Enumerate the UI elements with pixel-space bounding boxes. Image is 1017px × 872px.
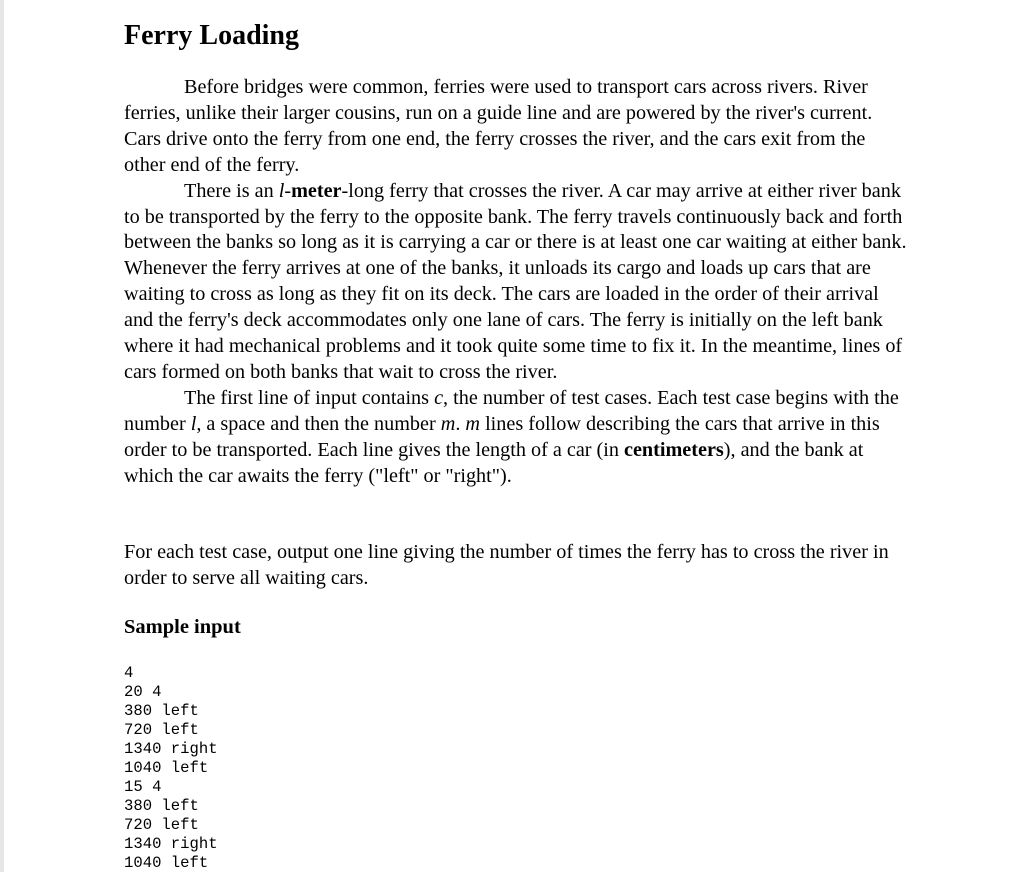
variable-l-input: l <box>190 412 197 435</box>
left-border <box>0 0 4 872</box>
variable-c: c <box>434 386 444 409</box>
sample-line: 1040 left <box>124 759 209 777</box>
input-text-5: lines follow describing the cars that arrive in this order to be transported. Each line gives the length of a car (in <box>124 412 880 461</box>
problem-text-3: -long ferry that crosses the river. A car may arrive at either river bank to be transported by the ferry to the opposite bank. The ferry travels continuously back and forth between the banks so long as it is carrying a car or there is at least one car waiting at either bank. Whenever the ferry arrives at one of the banks, it unloads its cargo and loads up cars that are waiting to cross as long as they fit on its deck. The cars are loaded in the order of their arrival and the ferry's deck accommodates only one lane of cars. The ferry is initially on the left bank where it had mechanical problems and it took quite some time to fix it. In the meantime, lines of cars formed on both banks that wait to cross the river. <box>124 179 907 383</box>
sample-line: 380 left <box>124 702 199 720</box>
input-text-3: , a space and then the number <box>196 412 441 435</box>
variable-m: m <box>440 412 456 435</box>
sample-input-block <box>124 664 218 872</box>
output-paragraph: For each test case, output one line giving the number of times the ferry has to cross the river in order to serve all waiting cars. <box>124 541 889 589</box>
input-text-2: , the number of test cases. Each test case begins with the number <box>124 386 899 435</box>
sample-line: 720 left <box>124 816 199 834</box>
sample-line: 15 4 <box>124 778 162 796</box>
sample-line: 1340 right <box>124 835 218 853</box>
input-text-4: . <box>455 412 466 435</box>
input-paragraph <box>124 386 910 490</box>
meter-unit: meter <box>291 179 342 202</box>
variable-m-second: m <box>465 412 481 435</box>
problem-text-2: - <box>284 179 292 202</box>
problem-text-1: There is an <box>184 179 279 202</box>
problem-paragraph <box>124 179 910 386</box>
input-text-6: ), and the bank at which the car awaits the ferry ("left" or "right"). <box>124 438 864 487</box>
sample-line: 1340 right <box>124 740 218 758</box>
centimeters-unit: centimeters <box>624 438 724 461</box>
page-title: Ferry Loading <box>124 20 299 51</box>
problem-description <box>124 75 910 490</box>
input-text-1: The first line of input contains <box>184 386 435 409</box>
variable-l: l <box>278 179 285 202</box>
sample-line: 20 4 <box>124 683 162 701</box>
sample-line: 380 left <box>124 797 199 815</box>
sample-line: 720 left <box>124 721 199 739</box>
sample-input-heading: Sample input <box>124 616 241 638</box>
sample-line: 1040 left <box>124 854 209 872</box>
sample-line: 4 <box>124 664 134 682</box>
intro-paragraph: Before bridges were common, ferries were used to transport cars across rivers. River ferries, unlike their larger cousins, run on a guide line and are powered by the river's current. Cars drive onto the ferry from one end, the ferry crosses the river, and the cars exit from the other end of the ferry. <box>124 76 873 176</box>
